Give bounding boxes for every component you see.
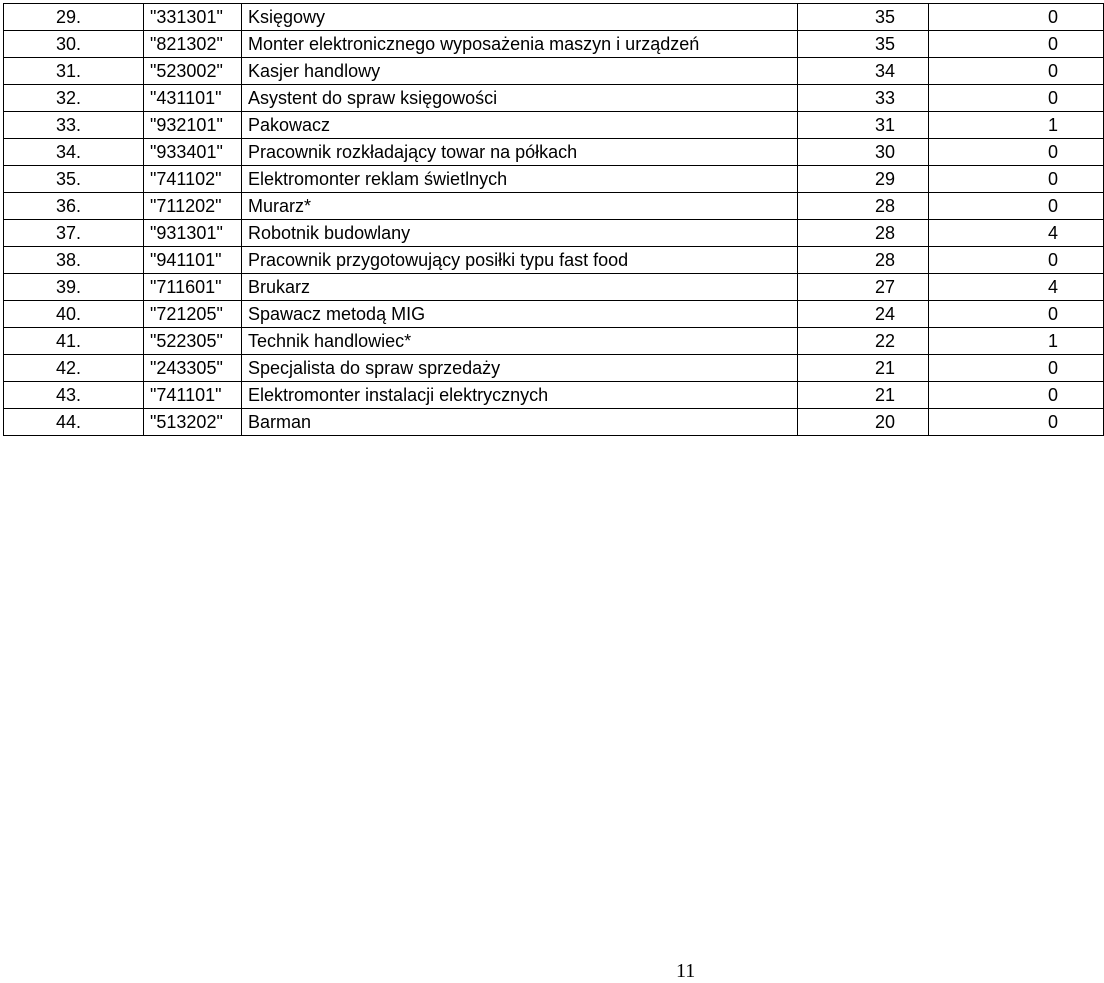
count-cell: 24	[798, 301, 929, 328]
table-row	[4, 355, 1104, 382]
occupation-code-cell: "932101"	[144, 112, 242, 139]
secondary-count-cell: 0	[929, 355, 1104, 382]
count-cell: 20	[798, 409, 929, 436]
occupation-code-cell: "931301"	[144, 220, 242, 247]
secondary-count-cell: 0	[929, 382, 1104, 409]
table-row	[4, 193, 1104, 220]
secondary-count-cell: 1	[929, 112, 1104, 139]
occupation-name-cell: Asystent do spraw księgowości	[242, 85, 798, 112]
row-number-cell: 33.	[4, 112, 144, 139]
row-number-cell: 37.	[4, 220, 144, 247]
occupation-code-cell: "711601"	[144, 274, 242, 301]
count-cell: 29	[798, 166, 929, 193]
occupation-code-cell: "431101"	[144, 85, 242, 112]
row-number-cell: 39.	[4, 274, 144, 301]
occupation-code-cell: "331301"	[144, 4, 242, 31]
occupation-name-cell: Brukarz	[242, 274, 798, 301]
row-number-cell: 30.	[4, 31, 144, 58]
secondary-count-cell: 0	[929, 301, 1104, 328]
table-row	[4, 4, 1104, 31]
count-cell: 22	[798, 328, 929, 355]
count-cell: 27	[798, 274, 929, 301]
count-cell: 30	[798, 139, 929, 166]
occupation-code-cell: "741101"	[144, 382, 242, 409]
table-row	[4, 220, 1104, 247]
count-cell: 28	[798, 247, 929, 274]
occupation-code-cell: "711202"	[144, 193, 242, 220]
row-number-cell: 34.	[4, 139, 144, 166]
occupation-code-cell: "513202"	[144, 409, 242, 436]
occupation-code-cell: "741102"	[144, 166, 242, 193]
table-row	[4, 31, 1104, 58]
table-row	[4, 58, 1104, 85]
row-number-cell: 29.	[4, 4, 144, 31]
table-row	[4, 247, 1104, 274]
occupation-code-cell: "933401"	[144, 139, 242, 166]
row-number-cell: 32.	[4, 85, 144, 112]
occupation-code-cell: "941101"	[144, 247, 242, 274]
occupation-name-cell: Monter elektronicznego wyposażenia maszyn i urządzeń	[242, 31, 798, 58]
count-cell: 35	[798, 4, 929, 31]
table-row	[4, 166, 1104, 193]
occupation-code-cell: "821302"	[144, 31, 242, 58]
occupation-name-cell: Robotnik budowlany	[242, 220, 798, 247]
count-cell: 35	[798, 31, 929, 58]
table-row	[4, 139, 1104, 166]
secondary-count-cell: 0	[929, 4, 1104, 31]
occupation-name-cell: Księgowy	[242, 4, 798, 31]
secondary-count-cell: 0	[929, 85, 1104, 112]
secondary-count-cell: 0	[929, 166, 1104, 193]
row-number-cell: 43.	[4, 382, 144, 409]
secondary-count-cell: 4	[929, 274, 1104, 301]
occupations-table	[3, 3, 1104, 436]
occupation-name-cell: Barman	[242, 409, 798, 436]
count-cell: 33	[798, 85, 929, 112]
occupation-code-cell: "523002"	[144, 58, 242, 85]
occupation-name-cell: Pracownik rozkładający towar na półkach	[242, 139, 798, 166]
secondary-count-cell: 0	[929, 247, 1104, 274]
row-number-cell: 36.	[4, 193, 144, 220]
table-row	[4, 409, 1104, 436]
count-cell: 28	[798, 193, 929, 220]
secondary-count-cell: 0	[929, 58, 1104, 85]
occupation-name-cell: Elektromonter reklam świetlnych	[242, 166, 798, 193]
row-number-cell: 35.	[4, 166, 144, 193]
row-number-cell: 31.	[4, 58, 144, 85]
occupation-name-cell: Pakowacz	[242, 112, 798, 139]
row-number-cell: 41.	[4, 328, 144, 355]
secondary-count-cell: 0	[929, 193, 1104, 220]
count-cell: 28	[798, 220, 929, 247]
occupation-name-cell: Kasjer handlowy	[242, 58, 798, 85]
table-row	[4, 382, 1104, 409]
secondary-count-cell: 0	[929, 31, 1104, 58]
occupation-name-cell: Murarz*	[242, 193, 798, 220]
occupation-name-cell: Elektromonter instalacji elektrycznych	[242, 382, 798, 409]
occupation-name-cell: Spawacz metodą MIG	[242, 301, 798, 328]
count-cell: 21	[798, 355, 929, 382]
secondary-count-cell: 4	[929, 220, 1104, 247]
page-number: 11	[676, 960, 696, 982]
secondary-count-cell: 0	[929, 409, 1104, 436]
secondary-count-cell: 0	[929, 139, 1104, 166]
occupation-name-cell: Pracownik przygotowujący posiłki typu fast food	[242, 247, 798, 274]
row-number-cell: 42.	[4, 355, 144, 382]
occupation-code-cell: "243305"	[144, 355, 242, 382]
count-cell: 31	[798, 112, 929, 139]
count-cell: 34	[798, 58, 929, 85]
row-number-cell: 40.	[4, 301, 144, 328]
table-row	[4, 328, 1104, 355]
row-number-cell: 38.	[4, 247, 144, 274]
occupation-name-cell: Specjalista do spraw sprzedaży	[242, 355, 798, 382]
occupation-code-cell: "522305"	[144, 328, 242, 355]
secondary-count-cell: 1	[929, 328, 1104, 355]
occupation-name-cell: Technik handlowiec*	[242, 328, 798, 355]
table-row	[4, 85, 1104, 112]
table-row	[4, 112, 1104, 139]
table-row	[4, 274, 1104, 301]
count-cell: 21	[798, 382, 929, 409]
table-row	[4, 301, 1104, 328]
row-number-cell: 44.	[4, 409, 144, 436]
occupation-code-cell: "721205"	[144, 301, 242, 328]
table-body	[4, 4, 1104, 436]
